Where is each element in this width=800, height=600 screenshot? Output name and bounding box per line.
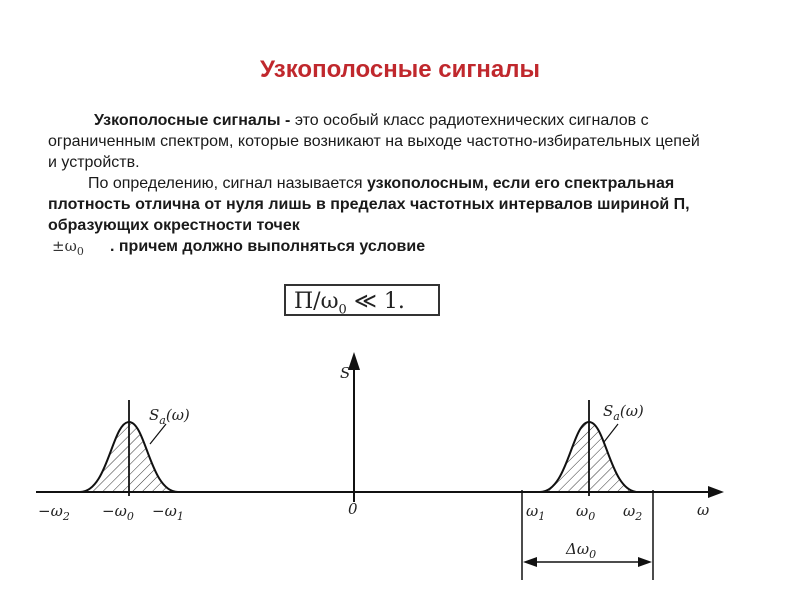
origin-label: 0	[348, 500, 358, 518]
term-narrowband-signals: Узкополосные сигналы	[94, 112, 281, 129]
left-label-leader	[150, 424, 166, 444]
tick-label-neg-omega1: $-\omega_1$	[152, 502, 184, 523]
left-spectrum-label: $S_a(\omega)$	[149, 406, 190, 427]
omega-axis-arrow	[708, 486, 724, 498]
delta-arrow-left	[523, 557, 537, 567]
tick-label-omega1: $\omega_1$	[526, 502, 546, 523]
delta-arrow-right	[638, 557, 652, 567]
paragraph-1-text: это особый класс радиотехнических сигналов с ограниченным спектром, которые возникают на выходе частотно-избирательных цепей и устройств.	[48, 112, 700, 171]
tick-label-neg-omega0: $-\omega_0$	[102, 502, 134, 523]
term-narrowband: узкополосным	[366, 175, 484, 192]
bandwidth-label: $\Delta\omega_0$	[566, 540, 597, 561]
paragraph-2: По определению, сигнал называется узкополосным, если его спектральная плотность отлична от нуля лишь в пределах частотных интервалов шириной П, образующих окрестности точек $\pm\omega_0$ . причем должно выполняться условие	[48, 173, 708, 262]
plus-minus-omega-symbol: $\pm\omega_0$	[52, 237, 84, 258]
right-spectrum-label: $S_a(\omega)$	[603, 402, 644, 423]
tick-label-omega2: $\omega_2$	[623, 502, 643, 523]
tick-label-omega0: $\omega_0$	[576, 502, 596, 523]
s-axis-label: S	[340, 364, 351, 382]
right-label-leader	[604, 424, 618, 442]
condition-intro: . причем должно выполняться условие	[110, 238, 426, 255]
condition-formula: $П/\omega_0$ ≪ 1.	[284, 284, 440, 316]
tick-label-neg-omega2: $-\omega_2$	[38, 502, 70, 523]
slide-title: Узкополосные сигналы	[260, 56, 540, 83]
omega-axis-label: ω	[697, 501, 710, 519]
paragraph-1: Узкополосные сигналы - это особый класс радиотехнических сигналов с ограниченным спектром, которые возникают на выходе частотно-избирательных цепей и устройств.	[48, 112, 700, 171]
